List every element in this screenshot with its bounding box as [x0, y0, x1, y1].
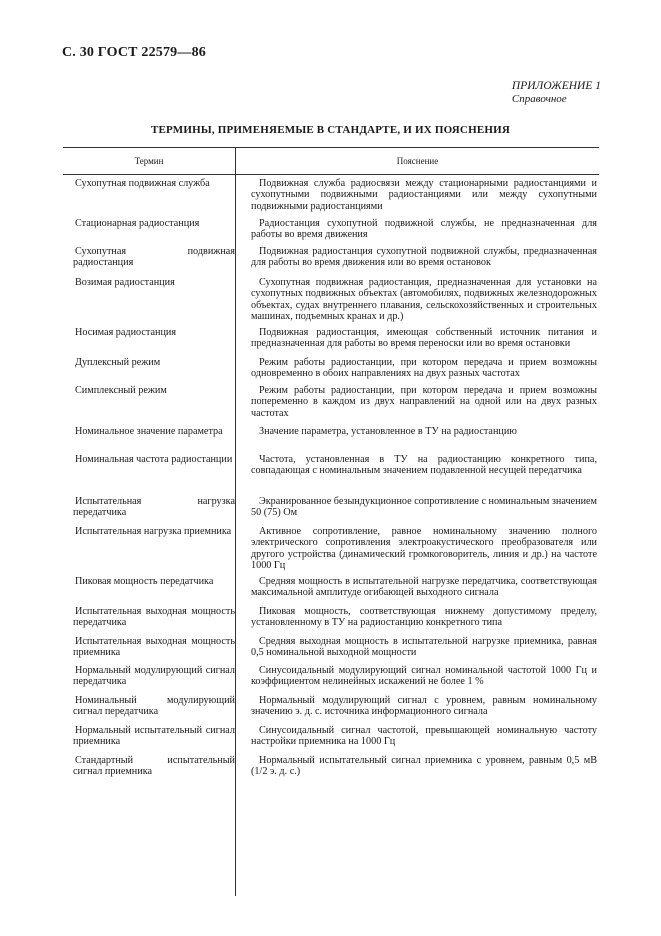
term-cell: Испытательная нагрузка приемника	[75, 526, 232, 537]
explanation-cell: Синусоидальный модулирующий сигнал номинальной частотой 1000 Гц и коэффициентом нелинейных искажений не более 1 %	[251, 665, 597, 688]
term-cell: Нормальный испытательный сигнал приемника	[73, 725, 235, 748]
term-cell: Нормальный модулирующий сигнал передатчика	[73, 665, 235, 688]
explanation-cell: Подвижная радиостанция сухопутной подвижной службы, предназначенная для работы во время движения или во время остановок	[251, 246, 597, 269]
table-row	[63, 385, 599, 419]
term-cell: Испытательная выходная мощность приемника	[73, 636, 235, 659]
table-row	[63, 454, 599, 477]
document-title: ТЕРМИНЫ, ПРИМЕНЯЕМЫЕ В СТАНДАРТЕ, И ИХ ПОЯСНЕНИЯ	[150, 124, 511, 136]
table-row	[63, 246, 599, 269]
explanation-cell: Режим работы радиостанции, при котором передача и прием возможны одновременно в обоих направлениях на двух разных частотах	[251, 357, 597, 380]
table-header	[63, 147, 599, 175]
table-row	[63, 357, 599, 380]
term-cell: Симплексный режим	[75, 385, 167, 396]
table-row	[63, 665, 599, 688]
table-row	[63, 277, 599, 323]
term-cell: Испытательная нагрузка передатчика	[73, 496, 235, 519]
term-cell: Возимая радиостанция	[75, 277, 175, 288]
table-row	[63, 327, 599, 350]
explanation-cell: Активное сопротивление, равное номинальному значению полного электрического сопротивления электроакустического преобразователя или другого устройства (динамический громкоговоритель, линия и др.) на частоте 1000 Гц	[251, 526, 597, 572]
term-cell: Стационарная радиостанция	[75, 218, 200, 229]
term-cell: Номинальное значение параметра	[75, 426, 223, 437]
term-cell: Номинальная частота радиостанции	[75, 454, 233, 465]
term-cell: Испытательная выходная мощность передатчика	[73, 606, 235, 629]
term-cell: Сухопутная подвижная служба	[75, 178, 210, 189]
explanation-cell: Пиковая мощность, соответствующая нижнему допустимому пределу, установленному в ТУ на радиостанцию конкретного типа	[251, 606, 597, 629]
explanation-cell: Подвижная радиостанция, имеющая собственный источник питания и предназначенная для работы во время переноски или во время остановки	[251, 327, 597, 350]
table-row	[63, 426, 599, 437]
term-cell: Стандартный испытательный сигнал приемника	[73, 755, 235, 778]
term-cell: Пиковая мощность передатчика	[75, 576, 214, 587]
page-header: С. 30 ГОСТ 22579—86	[62, 45, 206, 60]
appendix-label	[512, 80, 601, 106]
explanation-cell: Нормальный испытательный сигнал приемника с уровнем, равным 0,5 мВ (1/2 э. д. с.)	[251, 755, 597, 778]
term-cell: Номинальный модулирующий сигнал передатчика	[73, 695, 235, 718]
explanation-cell: Частота, установленная в ТУ на радиостанцию конкретного типа, совпадающая с номинальным значением подавленной несущей передатчика	[251, 454, 597, 477]
appendix-title: ПРИЛОЖЕНИЕ 1	[511, 80, 601, 92]
explanation-cell: Средняя выходная мощность в испытательной нагрузке приемника, равная 0,5 номинальной выходной мощности	[251, 636, 597, 659]
terms-table	[63, 147, 599, 936]
term-cell: Носимая радиостанция	[75, 327, 177, 338]
explanation-cell: Средняя мощность в испытательной нагрузке передатчика, соответствующая максимальной амплитуде огибающей выходного сигнала	[251, 576, 597, 599]
table-row	[63, 695, 599, 718]
explanation-cell: Сухопутная подвижная радиостанция, предназначенная для установки на сухопутных подвижных объектах (автомобилях, подвижных железнодорожных объектах, судах внутреннего плавания, сельскохозяйственных и строительных машинах, подъемных кранах и др.)	[251, 277, 597, 323]
table-row	[63, 636, 599, 659]
table-row	[63, 576, 599, 599]
term-cell: Сухопутная подвижная радиостанция	[73, 246, 235, 269]
explanation-cell: Значение параметра, установленное в ТУ на радиостанцию	[259, 426, 517, 437]
table-row	[63, 526, 599, 572]
term-cell: Дуплексный режим	[75, 357, 161, 368]
explanation-cell: Синусоидальный сигнал частотой, превышающей номинальную частоту настройки приемника на 1000 Гц	[251, 725, 597, 748]
column-header-explanation: Пояснение	[396, 156, 439, 166]
explanation-cell: Подвижная служба радиосвязи между стационарными радиостанциями и сухопутными подвижными радиостанциями или между сухопутными подвижными радиостанциями	[251, 178, 597, 212]
table-row	[63, 496, 599, 519]
table-row	[63, 178, 599, 212]
explanation-cell: Нормальный модулирующий сигнал с уровнем, равным номинальному значению э. д. с. источника информационного сигнала	[251, 695, 597, 718]
explanation-cell: Экранированное безындукционное сопротивление с номинальным значением 50 (75) Ом	[251, 496, 597, 519]
table-row	[63, 725, 599, 748]
table-body	[63, 174, 599, 936]
table-row	[63, 218, 599, 241]
explanation-cell: Радиостанция сухопутной подвижной службы, не предназначенная для работы во время движения	[251, 218, 597, 241]
table-row	[63, 755, 599, 778]
appendix-subtitle: Справочное	[511, 93, 567, 105]
column-header-term: Термин	[63, 148, 236, 174]
explanation-cell: Режим работы радиостанции, при котором передача и прием возможны попеременно в каждом из двух направлений на одной или на двух разных частотах	[251, 385, 597, 419]
table-row	[63, 606, 599, 629]
